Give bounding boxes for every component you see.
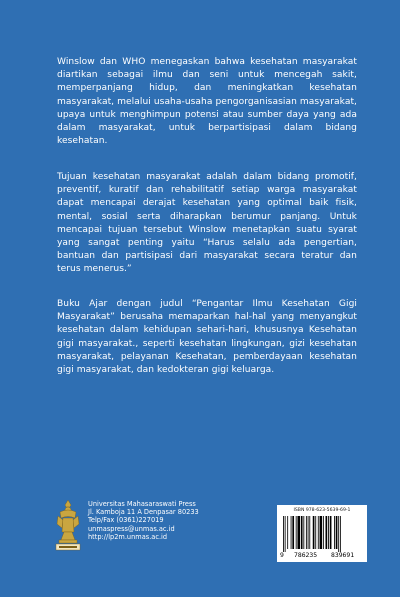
barcode-digit-group-2: 839691 [331,551,355,559]
isbn-barcode [277,505,367,562]
publisher-website: http://lp2m.unmas.ac.id [88,532,168,541]
publisher-address: Jl. Kamboja 11 A Denpasar 80233 [88,508,199,517]
blurb-paragraph-3: Buku Ajar dengan judul “Pengantar Ilmu Kesehatan Gigi Masyarakat” berusaha memaparkan hal-hal yang menyangkut kesehatan dalam kehidupan sehari-hari, khususnya Kesehatan gigi masyarakat., seperti kesehatan lingkungan, gizi kesehatan masyarakat, pelayanan Kesehatan, pemberdayaan kesehatan gigi masyarakat, dan kedokteran gigi keluarga. [57,299,357,376]
publisher-email: unmaspress@unmas.ac.id [88,524,175,533]
publisher-info [88,500,288,541]
barcode-digit-group-1: 786235 [294,551,318,559]
isbn-label: ISBN 978-623-5639-69-1 [293,508,351,513]
publisher-phone: Telp/Fax (0361)227019 [88,516,164,525]
barcode-digits [277,551,367,560]
barcode-bars [283,516,363,552]
publisher-name: Universitas Mahasaraswati Press [88,500,196,508]
blurb-paragraph-1: Winslow dan WHO menegaskan bahwa kesehatan masyarakat diartikan sebagai ilmu dan seni untuk mencegah sakit, memperpanjang hidup, dan meningkatkan kesehatan masyarakat, melalui usaha-usaha pengorganisasian masyarakat, upaya untuk menghimpun potensi atau sumber daya yang ada dalam masyarakat, untuk berpartisipasi dalam bidang kesehatan. [57,57,357,147]
press-crest-icon [55,498,81,552]
barcode-digit-first: 9 [280,551,284,559]
blurb-paragraph-2: Tujuan kesehatan masyarakat adalah dalam bidang promotif, preventif, kuratif dan rehabilitatif setiap warga masyarakat dapat mencapai derajat kesehatan yang optimal baik fisik, mental, sosial serta diharapkan berumur panjang. Untuk mencapai tujuan tersebut Winslow menetapkan suatu syarat yang sangat penting yaitu “Harus selalu ada pengertian, bantuan dan partisipasi dari masyarakat secara teratur dan terus menerus.” [57,172,357,275]
